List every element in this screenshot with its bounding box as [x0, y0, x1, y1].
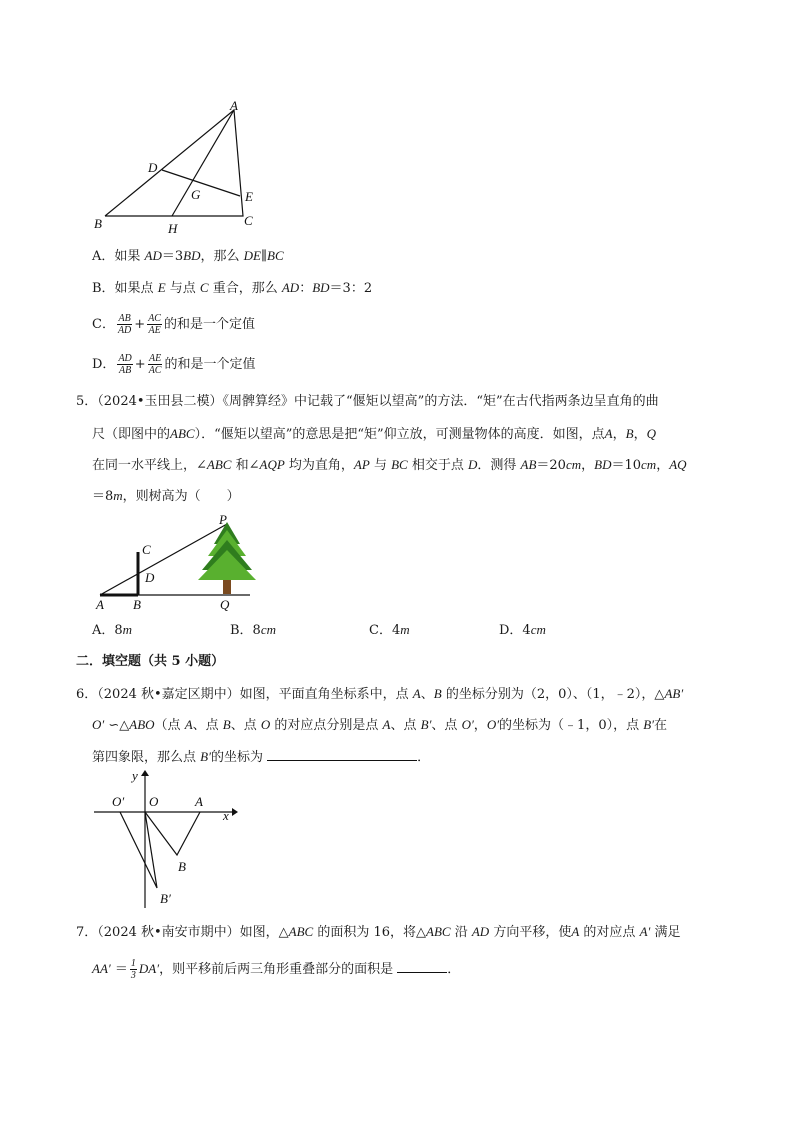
text: ， [656, 458, 670, 473]
numerator: 1 [130, 958, 136, 969]
label-B-prime: B′ [160, 891, 171, 906]
text: ∽△ [104, 718, 130, 733]
text: 和∠ [231, 458, 260, 473]
text: ＝3 [161, 249, 184, 264]
text: D．4 [499, 623, 531, 638]
text: 沿 [450, 925, 472, 940]
text: 的对应点 [579, 925, 640, 940]
fraction [130, 958, 137, 981]
text: A [184, 717, 193, 732]
numerator: AB [118, 313, 131, 324]
text: A [382, 717, 391, 732]
text: ： [299, 281, 313, 296]
text: 6．（2024 秋•嘉定区期中）如图，平面直角坐标系中，点 [76, 687, 413, 702]
text: A [571, 924, 580, 939]
denominator: 3 [130, 970, 136, 981]
text: ＝ [110, 962, 128, 977]
text: ABO [129, 717, 155, 732]
q5-line-3 [92, 457, 687, 474]
text: 、 [420, 687, 434, 702]
coordinate-figure-q6 [90, 768, 240, 913]
numerator: AE [148, 353, 162, 364]
answer-blank[interactable] [397, 960, 447, 973]
text: 尺（即图中的 [92, 427, 171, 442]
label-y: y [132, 768, 138, 783]
text: 在 [654, 718, 668, 733]
text: B [625, 426, 634, 441]
text: ．测得 [477, 458, 521, 473]
section-heading: 二．填空题（共 5 小题） [76, 654, 225, 669]
label-B: B [178, 859, 186, 874]
text: ABC [170, 426, 195, 441]
label-G: G [191, 187, 201, 202]
tree-figure-q5 [90, 510, 270, 615]
q5-option-a[interactable] [92, 622, 132, 639]
q5-option-c[interactable] [369, 622, 410, 639]
text: ＝20 [536, 458, 566, 473]
text: B′ [643, 717, 655, 732]
answer-blank[interactable] [267, 748, 417, 761]
text: 的坐标为（﹣1，0），点 [499, 718, 644, 733]
q5-option-d[interactable] [499, 622, 546, 639]
label-H: H [168, 221, 178, 235]
text: B′ [420, 717, 432, 732]
label-C: C [142, 542, 151, 557]
triangle-figure-q4 [88, 95, 268, 235]
text: DA′ [138, 961, 160, 976]
text: m [400, 622, 410, 637]
label-D: D [145, 570, 155, 585]
text: ＝8 [92, 489, 114, 504]
fraction [117, 313, 132, 336]
text: 满足 [650, 925, 681, 940]
text: O′ [486, 717, 500, 732]
text: AD [281, 280, 300, 295]
text: ， [581, 458, 595, 473]
text: A′ [639, 924, 651, 939]
text: AB [520, 457, 537, 472]
text: 与点 [165, 281, 200, 296]
fraction [147, 313, 162, 336]
label-A: A [96, 597, 104, 612]
text: 7．（2024 秋•南安市期中）如图，△ [76, 925, 289, 940]
q5-line-1: 5．（2024•玉田县二模）《周髀算经》中记载了“偃矩以望高”的方法．“矩”在古代指两条边呈直角的曲 [76, 394, 659, 409]
label-x: x [223, 808, 229, 823]
q7-line-2 [92, 952, 460, 987]
text: 的面积为 16，将△ [313, 925, 427, 940]
text: （点 [154, 718, 185, 733]
label-C: C [244, 213, 253, 228]
text: + [134, 357, 146, 372]
text: 在同一水平线上，∠ [92, 458, 207, 473]
numerator: AD [118, 353, 132, 364]
q4-option-c[interactable] [92, 308, 255, 342]
fraction [117, 353, 132, 376]
text: ， [633, 427, 647, 442]
text: DE [243, 248, 261, 263]
label-O: O [149, 794, 159, 809]
q7-line-1 [76, 924, 681, 941]
text: AB′ [664, 686, 684, 701]
text: 、点 [230, 718, 261, 733]
label-D: D [148, 160, 158, 175]
text: ， [473, 718, 487, 733]
text: ． [447, 962, 461, 977]
text: C． [92, 317, 115, 332]
text: AQP [259, 457, 285, 472]
text: BD [594, 457, 612, 472]
text: B．如果点 [92, 281, 158, 296]
text: 与 [369, 458, 392, 473]
text: 均为直角， [284, 458, 354, 473]
text: 的坐标为 [210, 750, 268, 765]
fraction [148, 353, 163, 376]
q5-line-4 [92, 488, 240, 505]
text: C．4 [369, 623, 401, 638]
text: 方向平移，使 [489, 925, 572, 940]
text: 重合，那么 [208, 281, 282, 296]
q6-line-3 [92, 748, 430, 766]
text: O [260, 717, 271, 732]
text: A [412, 686, 421, 701]
text: cm [530, 622, 546, 637]
q6-line-2 [92, 717, 667, 734]
denominator: AC [148, 365, 162, 376]
denominator: AB [119, 365, 132, 376]
text: AP [353, 457, 370, 472]
text: A．8 [92, 623, 123, 638]
tree-icon [198, 522, 256, 594]
text: 、点 [192, 718, 223, 733]
text: Q [646, 426, 656, 441]
q5-option-b[interactable] [230, 622, 276, 639]
text: 、点 [390, 718, 421, 733]
text: cm [260, 622, 276, 637]
text: 第四象限，那么点 [92, 750, 201, 765]
text: 相交于点 [407, 458, 468, 473]
denominator: AD [117, 325, 132, 336]
text: C [199, 280, 209, 295]
text: m [113, 488, 123, 503]
text: cm [641, 457, 657, 472]
text: B [433, 686, 442, 701]
text: 的和是一个定值 [164, 357, 256, 372]
text: ＝3：2 [329, 281, 373, 296]
text: D． [92, 357, 116, 372]
q5-line-2 [92, 426, 656, 443]
label-A: A [195, 794, 203, 809]
label-Q: Q [220, 597, 230, 612]
text: ＝10 [611, 458, 642, 473]
text: E [157, 280, 166, 295]
text: 、点 [431, 718, 462, 733]
text: B．8 [230, 623, 261, 638]
label-B: B [133, 597, 141, 612]
text: A．如果 [92, 249, 145, 264]
text: ABC [426, 924, 451, 939]
text: cm [565, 457, 582, 472]
text: BD [183, 248, 201, 263]
text: ∥ [260, 249, 267, 264]
text: BC [391, 457, 408, 472]
text: O′ [461, 717, 474, 732]
text: ， [612, 427, 626, 442]
label-E: E [245, 189, 253, 204]
text: + [134, 317, 146, 332]
text: A [604, 426, 613, 441]
text: m [122, 622, 133, 637]
text: 的坐标分别为（2，0）、（1，﹣2），△ [441, 687, 665, 702]
text: BC [267, 248, 284, 263]
text: AA′ [92, 961, 111, 976]
label-P: P [219, 512, 227, 527]
text: D [467, 457, 478, 472]
text: O′ [92, 717, 105, 732]
text: ）．“偃矩以望高”的意思是把“矩”仰立放，可测量物体的高度．如图，点 [194, 427, 605, 442]
text: ，那么 [200, 249, 244, 264]
text: B′ [200, 749, 211, 764]
text: AQ [669, 457, 687, 472]
text: 的对应点分别是点 [270, 718, 383, 733]
text: ，则树高为（ ） [122, 489, 240, 504]
numerator: AC [148, 313, 161, 324]
q4-option-b[interactable] [92, 280, 372, 297]
text: B [222, 717, 231, 732]
label-B: B [94, 216, 102, 231]
text: ． [417, 750, 431, 765]
text: ABC [288, 924, 314, 939]
q6-line-1 [76, 686, 683, 703]
text: BD [312, 280, 330, 295]
text: AD [471, 924, 490, 939]
label-O-prime: O′ [112, 794, 125, 809]
text: ，则平移前后两三角形重叠部分的面积是 [159, 962, 398, 977]
label-A: A [230, 98, 238, 113]
denominator: AE [148, 325, 161, 336]
q4-option-d[interactable] [92, 348, 255, 382]
q4-option-a[interactable] [92, 248, 284, 265]
text: 的和是一个定值 [163, 317, 255, 332]
text: ABC [206, 457, 232, 472]
text: AD [144, 248, 162, 263]
